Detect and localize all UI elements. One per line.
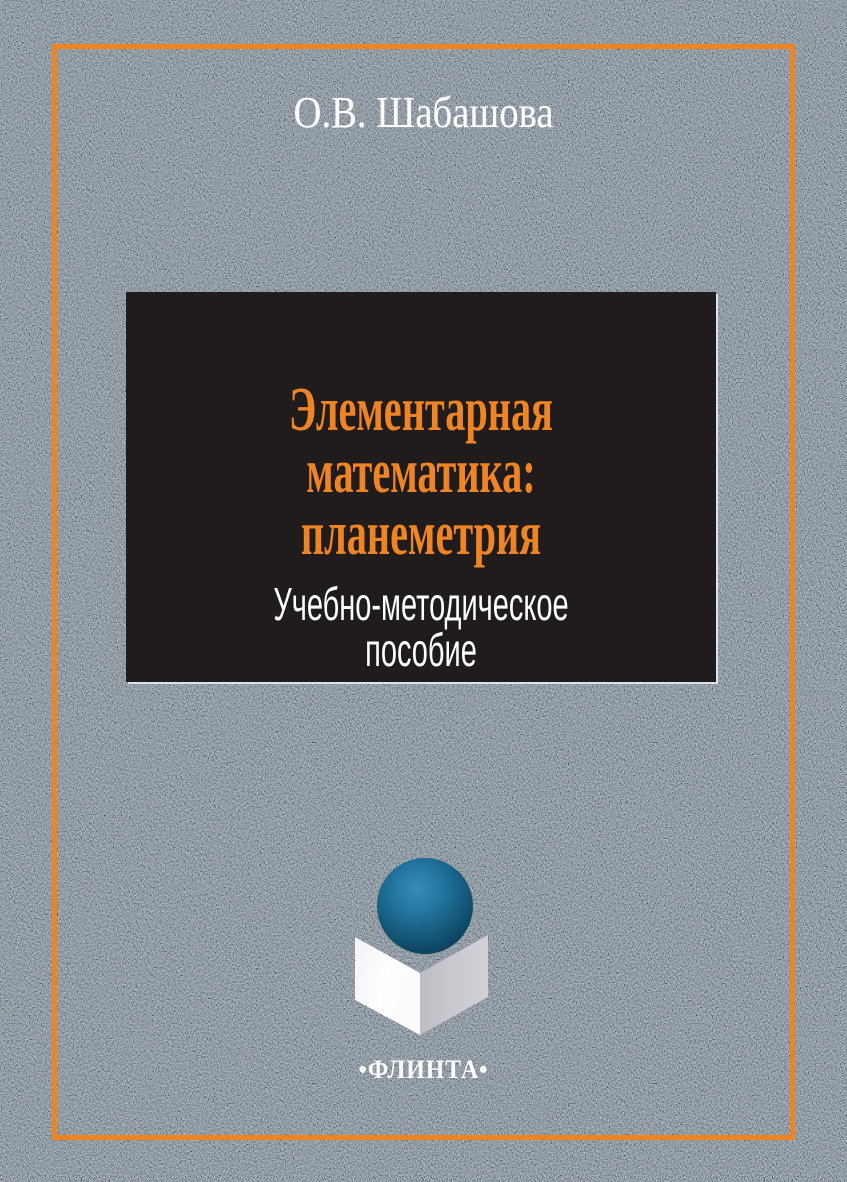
publisher-name: •ФЛИНТА• xyxy=(358,1055,489,1084)
title-line-1: Элементарная математика: xyxy=(289,376,553,506)
book-title xyxy=(229,376,613,568)
logo-sphere-icon xyxy=(377,858,473,954)
logo-book-left-page-icon xyxy=(355,937,420,1035)
publisher-logo-icon xyxy=(340,850,500,1045)
title-panel xyxy=(126,292,716,682)
title-line-2: планеметрия xyxy=(300,500,542,568)
book-subtitle: Учебно-методическое пособие xyxy=(273,578,569,676)
author-name: О.В. Шабашова xyxy=(293,88,554,137)
